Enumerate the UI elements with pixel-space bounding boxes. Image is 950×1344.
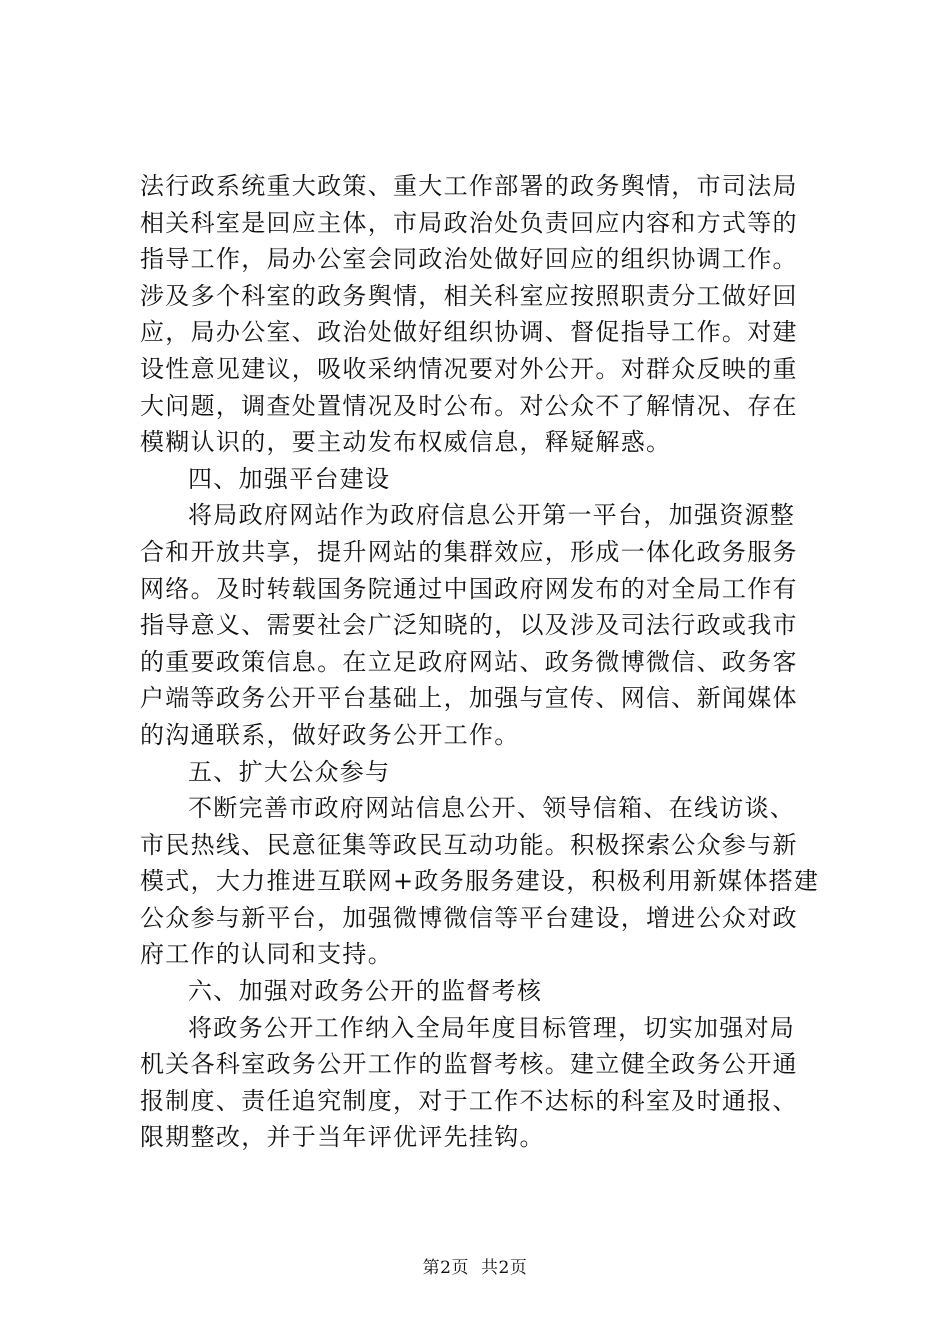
paragraph-public-participation: 不断完善市政府网站信息公开、领导信箱、在线访谈、市民热线、民意征集等政民互动功能。积极探索公众参与新模式，大力推进互联网+政务服务建设，积极利用新媒体搭建公众参与新平台，加强微博微信等平台建设，增进公众对政府工作的认同和支持。 <box>140 794 820 969</box>
section-heading-platform: 四、加强平台建设 <box>188 464 391 493</box>
section-heading-supervision: 六、加强对政务公开的监督考核 <box>188 977 543 1006</box>
page-footer <box>0 1257 950 1279</box>
page-total: 共2页 <box>481 1258 528 1278</box>
paragraph-platform: 将局政府网站作为政府信息公开第一平台，加强资源整合和开放共享，提升网站的集群效应，形成一体化政务服务网络。及时转载国务院通过中国政府网发布的对全局工作有指导意义、需要社会广泛知晓的，以及涉及司法行政或我市的重要政策信息。在立足政府网站、政务微博微信、政务客户端等政务公开平台基础上，加强与宣传、网信、新闻媒体的沟通联系，做好政务公开工作。 <box>140 501 798 749</box>
document-body <box>140 168 820 1156</box>
page-number: 第2页 <box>422 1258 469 1278</box>
paragraph-continuation: 法行政系统重大政策、重大工作部署的政务舆情，市司法局相关科室是回应主体，市局政治处负责回应内容和方式等的指导工作，局办公室会同政治处做好回应的组织协调工作。涉及多个科室的政务舆情，相关科室应按照职责分工做好回应，局办公室、政治处做好组织协调、督促指导工作。对建设性意见建议，吸收采纳情况要对外公开。对群众反映的重大问题，调查处置情况及时公布。对公众不了解情况、存在模糊认识的，要主动发布权威信息，释疑解惑。 <box>140 172 798 457</box>
section-heading-public-participation: 五、扩大公众参与 <box>188 757 391 786</box>
paragraph-supervision: 将政务公开工作纳入全局年度目标管理，切实加强对局机关各科室政务公开工作的监督考核。建立健全政务公开通报制度、责任追究制度，对于工作不达标的科室及时通报、限期整改，并于当年评优评先挂钩。 <box>140 1013 798 1152</box>
